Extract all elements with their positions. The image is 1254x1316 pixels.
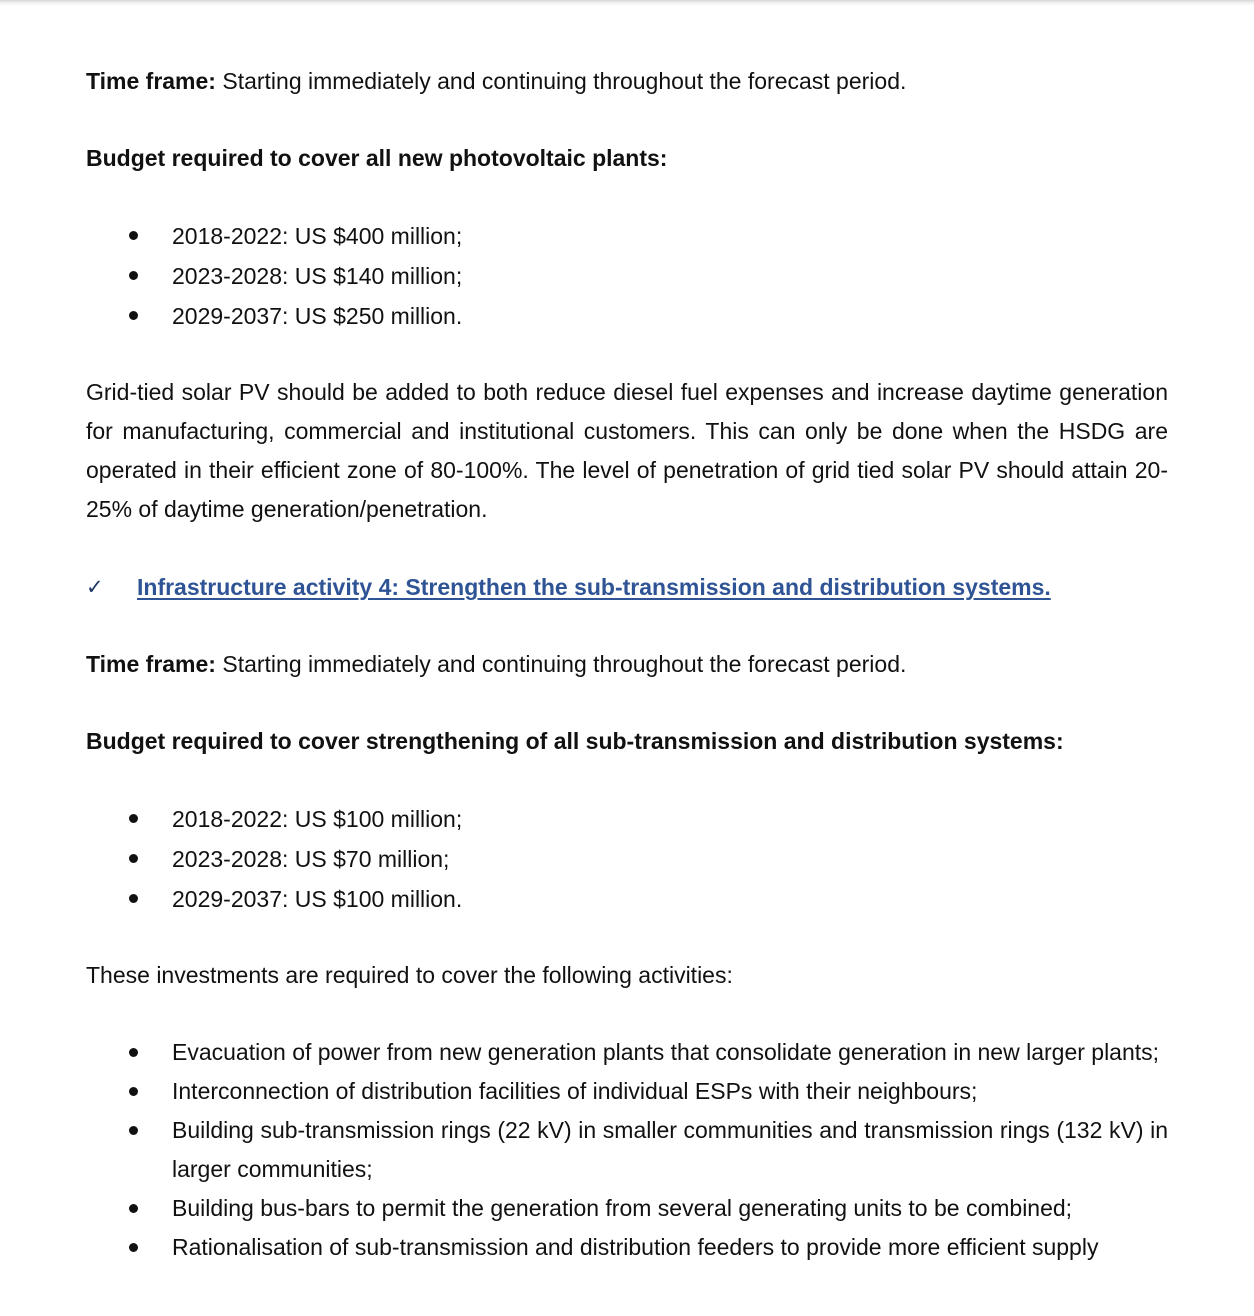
budget-heading-pv: Budget required to cover all new photovoltaic plants: xyxy=(86,145,668,171)
bullet-icon xyxy=(129,271,138,280)
grid-tied-paragraph: Grid-tied solar PV should be added to both reduce diesel fuel expenses and increase daytime generation for manufacturing, commercial and institutional customers. This can only be done when the HSDG are operated in their efficient zone of 80-100%. The level of penetration of grid tied solar PV should attain 20-25% of daytime generation/penetration. xyxy=(86,379,1168,522)
bullet-icon xyxy=(129,814,138,823)
bullet-icon xyxy=(129,1087,138,1096)
activities-list xyxy=(86,1033,1168,1267)
list-item: 2023-2028: US $70 million; xyxy=(86,839,1168,879)
timeframe-line-1 xyxy=(86,62,1168,101)
bullet-icon xyxy=(129,311,138,320)
list-item: 2018-2022: US $100 million; xyxy=(86,799,1168,839)
list-item: Rationalisation of sub-transmission and distribution feeders to provide more efficient supply xyxy=(86,1228,1168,1267)
list-item: 2023-2028: US $140 million; xyxy=(86,256,1168,296)
bullet-icon xyxy=(129,231,138,240)
timeframe-label: Time frame: xyxy=(86,651,216,677)
budget-heading-distribution: Budget required to cover strengthening of all sub-transmission and distribution systems: xyxy=(86,728,1064,754)
investments-intro: These investments are required to cover the following activities: xyxy=(86,962,733,988)
budget-list-distribution xyxy=(86,799,1168,919)
timeframe-label: Time frame: xyxy=(86,68,216,94)
list-item: 2018-2022: US $400 million; xyxy=(86,216,1168,256)
list-item: 2029-2037: US $250 million. xyxy=(86,296,1168,336)
document-page xyxy=(86,62,1168,1267)
activity-4-heading-link[interactable]: Infrastructure activity 4: Strengthen the sub-transmission and distribution systems. xyxy=(137,574,1051,600)
timeframe-text: Starting immediately and continuing throughout the forecast period. xyxy=(215,68,907,94)
list-item: Building sub-transmission rings (22 kV) in smaller communities and transmission rings (132 kV) in larger communities; xyxy=(86,1111,1168,1189)
list-item: Interconnection of distribution facilities of individual ESPs with their neighbours; xyxy=(86,1072,1168,1111)
bullet-icon xyxy=(129,1204,138,1213)
budget-list-pv xyxy=(86,216,1168,336)
bullet-icon xyxy=(129,1243,138,1252)
bullet-icon xyxy=(129,1048,138,1057)
activity-4-heading xyxy=(86,567,1168,607)
list-item: Evacuation of power from new generation plants that consolidate generation in new larger plants; xyxy=(86,1033,1168,1072)
list-item: 2029-2037: US $100 million. xyxy=(86,879,1168,919)
list-item: Building bus-bars to permit the generation from several generating units to be combined; xyxy=(86,1189,1168,1228)
timeframe-text: Starting immediately and continuing throughout the forecast period. xyxy=(215,651,907,677)
bullet-icon xyxy=(129,854,138,863)
bullet-icon xyxy=(129,1126,138,1135)
page-top-edge xyxy=(0,0,1254,6)
timeframe-line-2 xyxy=(86,645,1168,684)
checkmark-icon: ✓ xyxy=(86,575,104,599)
bullet-icon xyxy=(129,894,138,903)
